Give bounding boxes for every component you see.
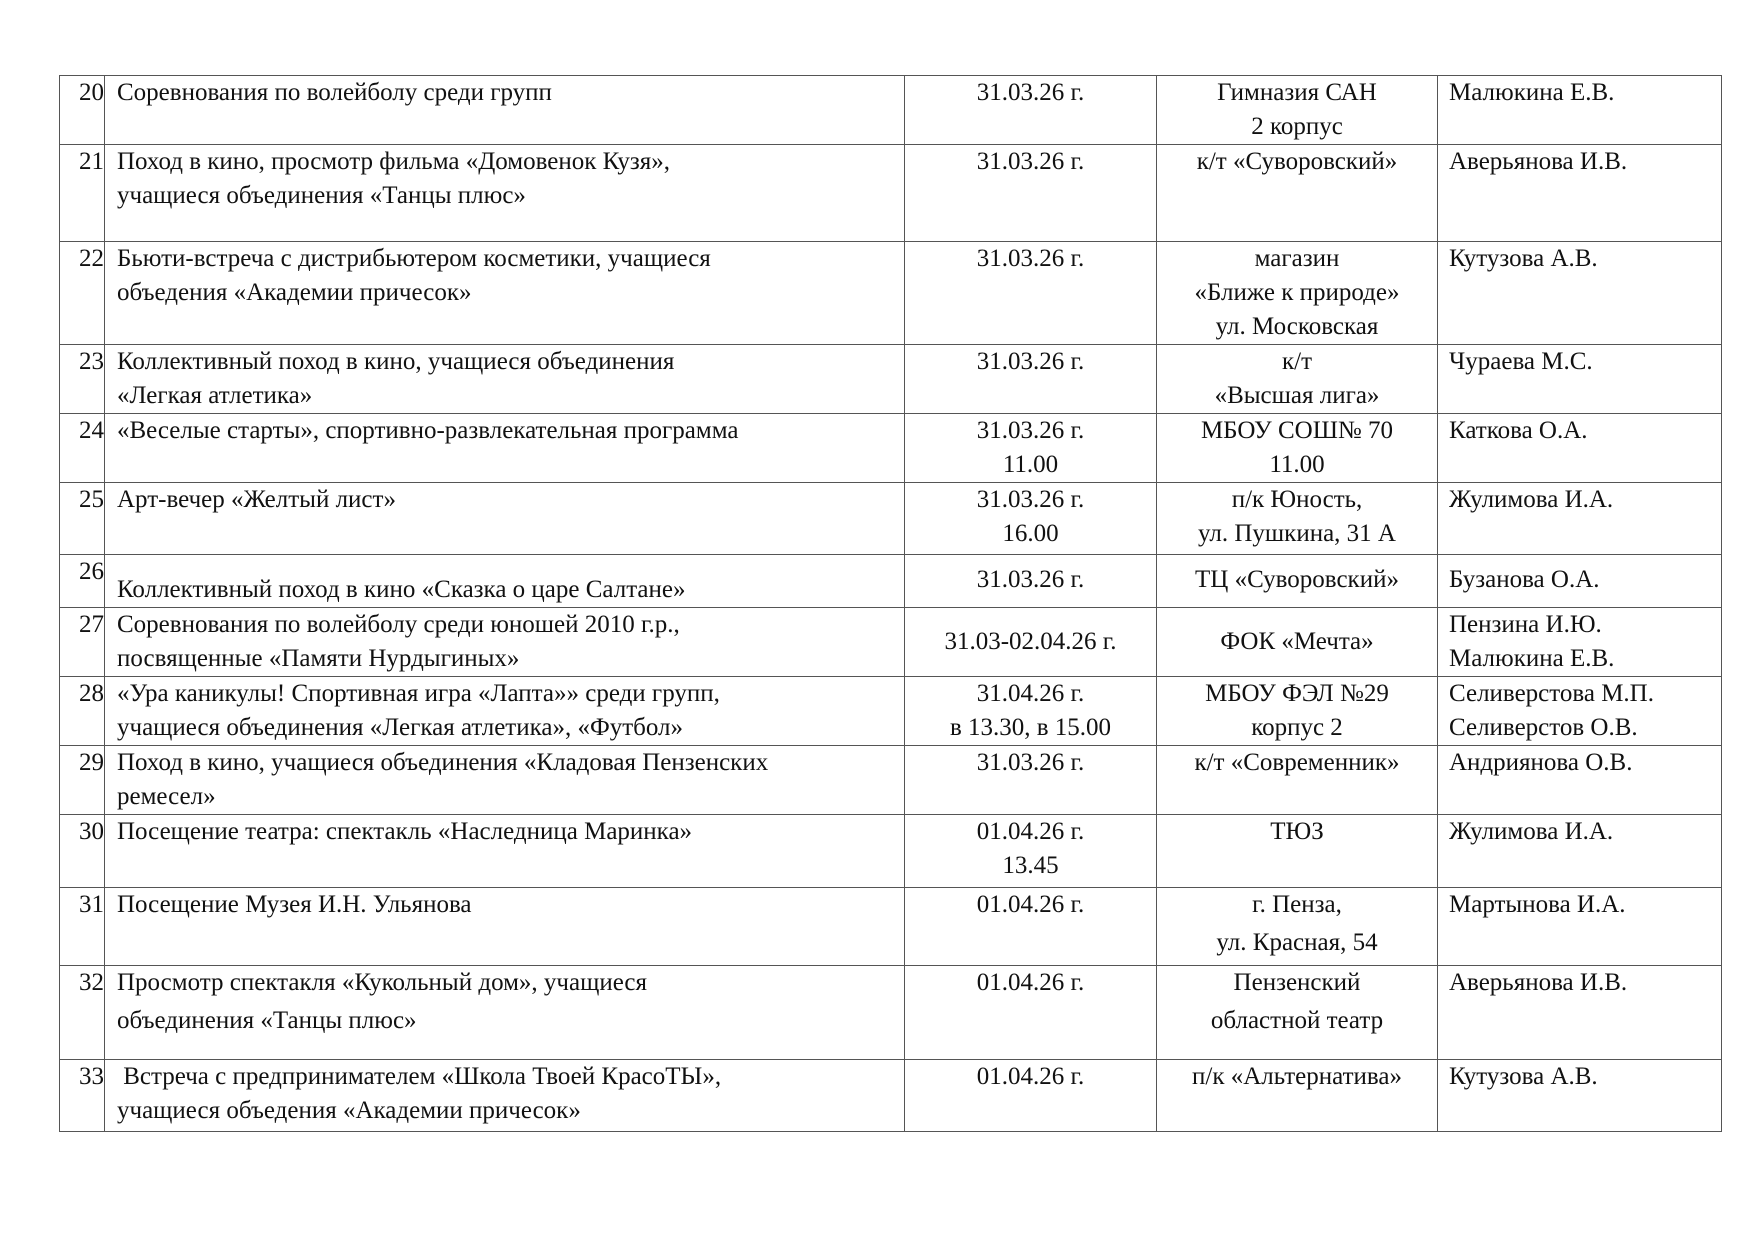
- event-description: Посещение Музея И.Н. Ульянова: [105, 888, 905, 966]
- event-date: 31.03.26 г.: [905, 76, 1157, 145]
- event-date: 31.03.26 г.: [905, 242, 1157, 345]
- responsible-person: Кутузова А.В.: [1438, 1060, 1722, 1132]
- responsible-person: Каткова О.А.: [1438, 414, 1722, 483]
- row-number: 30: [60, 815, 105, 888]
- table-row: [60, 242, 1722, 345]
- row-number: 32: [60, 966, 105, 1060]
- row-number: 20: [60, 76, 105, 145]
- table-row: [60, 608, 1722, 677]
- event-place: ТЦ «Суворовский»: [1157, 555, 1438, 608]
- responsible-person: Жулимова И.А.: [1438, 815, 1722, 888]
- responsible-person: Аверьянова И.В.: [1438, 145, 1722, 242]
- event-description: Арт-вечер «Желтый лист»: [105, 483, 905, 555]
- event-description: Соревнования по волейболу среди групп: [105, 76, 905, 145]
- event-date: 31.03.26 г.: [905, 555, 1157, 608]
- responsible-person: Чураева М.С.: [1438, 345, 1722, 414]
- event-description: Коллективный поход в кино «Сказка о царе Салтане»: [105, 555, 905, 608]
- event-date: 01.04.26 г. 13.45: [905, 815, 1157, 888]
- responsible-person: Аверьянова И.В.: [1438, 966, 1722, 1060]
- row-number: 23: [60, 345, 105, 414]
- table-row: [60, 815, 1722, 888]
- table-row: [60, 677, 1722, 746]
- event-place: к/т «Высшая лига»: [1157, 345, 1438, 414]
- event-description: Поход в кино, просмотр фильма «Домовенок Кузя», учащиеся объединения «Танцы плюс»: [105, 145, 905, 242]
- event-place: к/т «Суворовский»: [1157, 145, 1438, 242]
- event-description: Просмотр спектакля «Кукольный дом», учащиеся объединения «Танцы плюс»: [105, 966, 905, 1060]
- event-place: МБОУ СОШ№ 70 11.00: [1157, 414, 1438, 483]
- table-row: [60, 345, 1722, 414]
- responsible-person: Малюкина Е.В.: [1438, 76, 1722, 145]
- event-description: «Веселые старты», спортивно-развлекательная программа: [105, 414, 905, 483]
- event-place: Пензенский областной театр: [1157, 966, 1438, 1060]
- event-description: Соревнования по волейболу среди юношей 2010 г.р., посвященные «Памяти Нурдыгиных»: [105, 608, 905, 677]
- table-row: [60, 483, 1722, 555]
- event-description: «Ура каникулы! Спортивная игра «Лапта»» среди групп, учащиеся объединения «Легкая атлетика», «Футбол»: [105, 677, 905, 746]
- row-number: 25: [60, 483, 105, 555]
- table-row: [60, 746, 1722, 815]
- event-date: 01.04.26 г.: [905, 966, 1157, 1060]
- event-place: ТЮЗ: [1157, 815, 1438, 888]
- responsible-person: Мартынова И.А.: [1438, 888, 1722, 966]
- event-place: магазин «Ближе к природе» ул. Московская: [1157, 242, 1438, 345]
- row-number: 27: [60, 608, 105, 677]
- responsible-person: Андриянова О.В.: [1438, 746, 1722, 815]
- event-description: Посещение театра: спектакль «Наследница Маринка»: [105, 815, 905, 888]
- event-date: 31.03.26 г.: [905, 145, 1157, 242]
- events-schedule-table: [59, 75, 1722, 1132]
- event-place: к/т «Современник»: [1157, 746, 1438, 815]
- row-number: 33: [60, 1060, 105, 1132]
- row-number: 26: [60, 555, 105, 608]
- responsible-person: Кутузова А.В.: [1438, 242, 1722, 345]
- event-date: 31.03.26 г. 11.00: [905, 414, 1157, 483]
- event-date: 31.04.26 г. в 13.30, в 15.00: [905, 677, 1157, 746]
- event-date: 31.03.26 г. 16.00: [905, 483, 1157, 555]
- table-row: [60, 145, 1722, 242]
- table-row: [60, 966, 1722, 1060]
- event-description: Встреча с предпринимателем «Школа Твоей КрасоТЫ», учащиеся объедения «Академии причесок»: [105, 1060, 905, 1132]
- row-number: 22: [60, 242, 105, 345]
- row-number: 29: [60, 746, 105, 815]
- event-description: Поход в кино, учащиеся объединения «Кладовая Пензенских ремесел»: [105, 746, 905, 815]
- table-row: [60, 76, 1722, 145]
- event-description: Коллективный поход в кино, учащиеся объединения «Легкая атлетика»: [105, 345, 905, 414]
- row-number: 21: [60, 145, 105, 242]
- event-place: ФОК «Мечта»: [1157, 608, 1438, 677]
- event-place: г. Пенза, ул. Красная, 54: [1157, 888, 1438, 966]
- table-row: [60, 1060, 1722, 1132]
- row-number: 31: [60, 888, 105, 966]
- row-number: 28: [60, 677, 105, 746]
- table-row: [60, 555, 1722, 608]
- responsible-person: Пензина И.Ю. Малюкина Е.В.: [1438, 608, 1722, 677]
- event-place: МБОУ ФЭЛ №29 корпус 2: [1157, 677, 1438, 746]
- event-description: Бьюти-встреча с дистрибьютером косметики, учащиеся объедения «Академии причесок»: [105, 242, 905, 345]
- event-place: п/к Юность, ул. Пушкина, 31 А: [1157, 483, 1438, 555]
- event-place: п/к «Альтернатива»: [1157, 1060, 1438, 1132]
- event-place: Гимназия САН 2 корпус: [1157, 76, 1438, 145]
- event-date: 31.03.26 г.: [905, 345, 1157, 414]
- event-date: 01.04.26 г.: [905, 1060, 1157, 1132]
- table-row: [60, 888, 1722, 966]
- event-date: 01.04.26 г.: [905, 888, 1157, 966]
- responsible-person: Бузанова О.А.: [1438, 555, 1722, 608]
- row-number: 24: [60, 414, 105, 483]
- event-date: 31.03.26 г.: [905, 746, 1157, 815]
- table-row: [60, 414, 1722, 483]
- responsible-person: Селиверстова М.П. Селиверстов О.В.: [1438, 677, 1722, 746]
- event-date: 31.03-02.04.26 г.: [905, 608, 1157, 677]
- responsible-person: Жулимова И.А.: [1438, 483, 1722, 555]
